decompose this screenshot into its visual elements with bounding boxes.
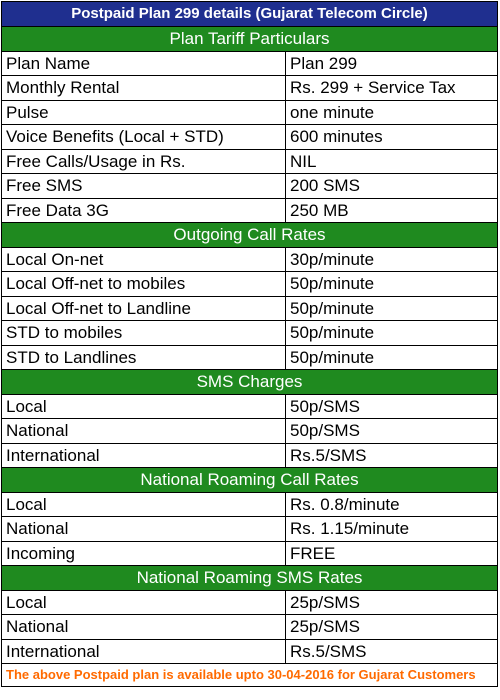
section-header: Outgoing Call Rates	[2, 223, 497, 248]
table-row	[2, 150, 497, 175]
table-row	[2, 542, 497, 567]
row-label: International	[2, 640, 286, 664]
table-row	[2, 297, 497, 322]
row-value: Rs. 1.15/minute	[290, 519, 410, 538]
section-header: SMS Charges	[2, 370, 497, 395]
row-value: 50p/minute	[290, 274, 375, 293]
table-row	[2, 272, 497, 297]
tariff-table	[1, 1, 498, 687]
row-value: NIL	[290, 151, 317, 171]
table-row	[2, 321, 497, 346]
row-label: Local Off-net to mobiles	[2, 272, 286, 296]
row-label: National	[2, 615, 286, 639]
availability-note: The above Postpaid plan is available upto 30-04-2016 for Gujarat Customers	[6, 667, 476, 682]
table-body	[2, 27, 497, 664]
row-label: Incoming	[2, 542, 286, 566]
table-row	[2, 199, 497, 224]
row-label: Local Off-net to Landline	[2, 297, 286, 321]
table-row	[2, 346, 497, 371]
row-label: Free SMS	[2, 174, 286, 198]
row-label: Monthly Rental	[2, 76, 286, 100]
row-value: Rs.5/SMS	[290, 445, 367, 465]
row-label: Local	[2, 493, 286, 517]
row-value: 25p/SMS	[290, 592, 360, 612]
table-row	[2, 248, 497, 273]
row-label: International	[2, 444, 286, 468]
table-row	[2, 125, 497, 150]
table-row	[2, 640, 497, 665]
row-value: 50p/minute	[290, 323, 375, 342]
row-value: 25p/SMS	[290, 617, 360, 636]
row-value: 200 SMS	[290, 176, 360, 195]
row-value: 600 minutes	[290, 127, 383, 146]
row-label: Voice Benefits (Local + STD)	[2, 125, 286, 149]
row-label: Free Calls/Usage in Rs.	[2, 150, 286, 174]
table-row	[2, 493, 497, 518]
row-value: FREE	[290, 543, 336, 563]
row-value: Plan 299	[290, 53, 358, 73]
row-label: National	[2, 517, 286, 541]
row-value: 50p/minute	[290, 298, 375, 318]
section-header: National Roaming Call Rates	[2, 468, 497, 493]
table-title: Postpaid Plan 299 details (Gujarat Telecom Circle)	[2, 2, 497, 27]
section-header: National Roaming SMS Rates	[2, 566, 497, 591]
row-value: 250 MB	[290, 200, 349, 220]
row-value: Rs. 299 + Service Tax	[290, 78, 456, 97]
table-row	[2, 52, 497, 77]
table-row	[2, 101, 497, 126]
row-label: Local	[2, 395, 286, 419]
row-label: Plan Name	[2, 52, 286, 76]
row-label: STD to Landlines	[2, 346, 286, 370]
table-row	[2, 615, 497, 640]
section-header: Plan Tariff Particulars	[2, 27, 497, 52]
row-label: National	[2, 419, 286, 443]
table-row	[2, 591, 497, 616]
row-label: Local On-net	[2, 248, 286, 272]
row-value: Rs.5/SMS	[290, 641, 367, 661]
table-row	[2, 395, 497, 420]
table-row	[2, 517, 497, 542]
row-value: 50p/SMS	[290, 421, 360, 440]
table-row	[2, 76, 497, 101]
row-value: 50p/minute	[290, 347, 375, 367]
row-label: Pulse	[2, 101, 286, 125]
row-label: Free Data 3G	[2, 199, 286, 223]
row-label: Local	[2, 591, 286, 615]
table-row	[2, 444, 497, 469]
table-row	[2, 174, 497, 199]
row-label: STD to mobiles	[2, 321, 286, 345]
row-value: Rs. 0.8/minute	[290, 494, 400, 514]
row-value: one minute	[290, 102, 375, 122]
table-row	[2, 419, 497, 444]
row-value: 30p/minute	[290, 249, 375, 269]
row-value: 50p/SMS	[290, 396, 360, 416]
